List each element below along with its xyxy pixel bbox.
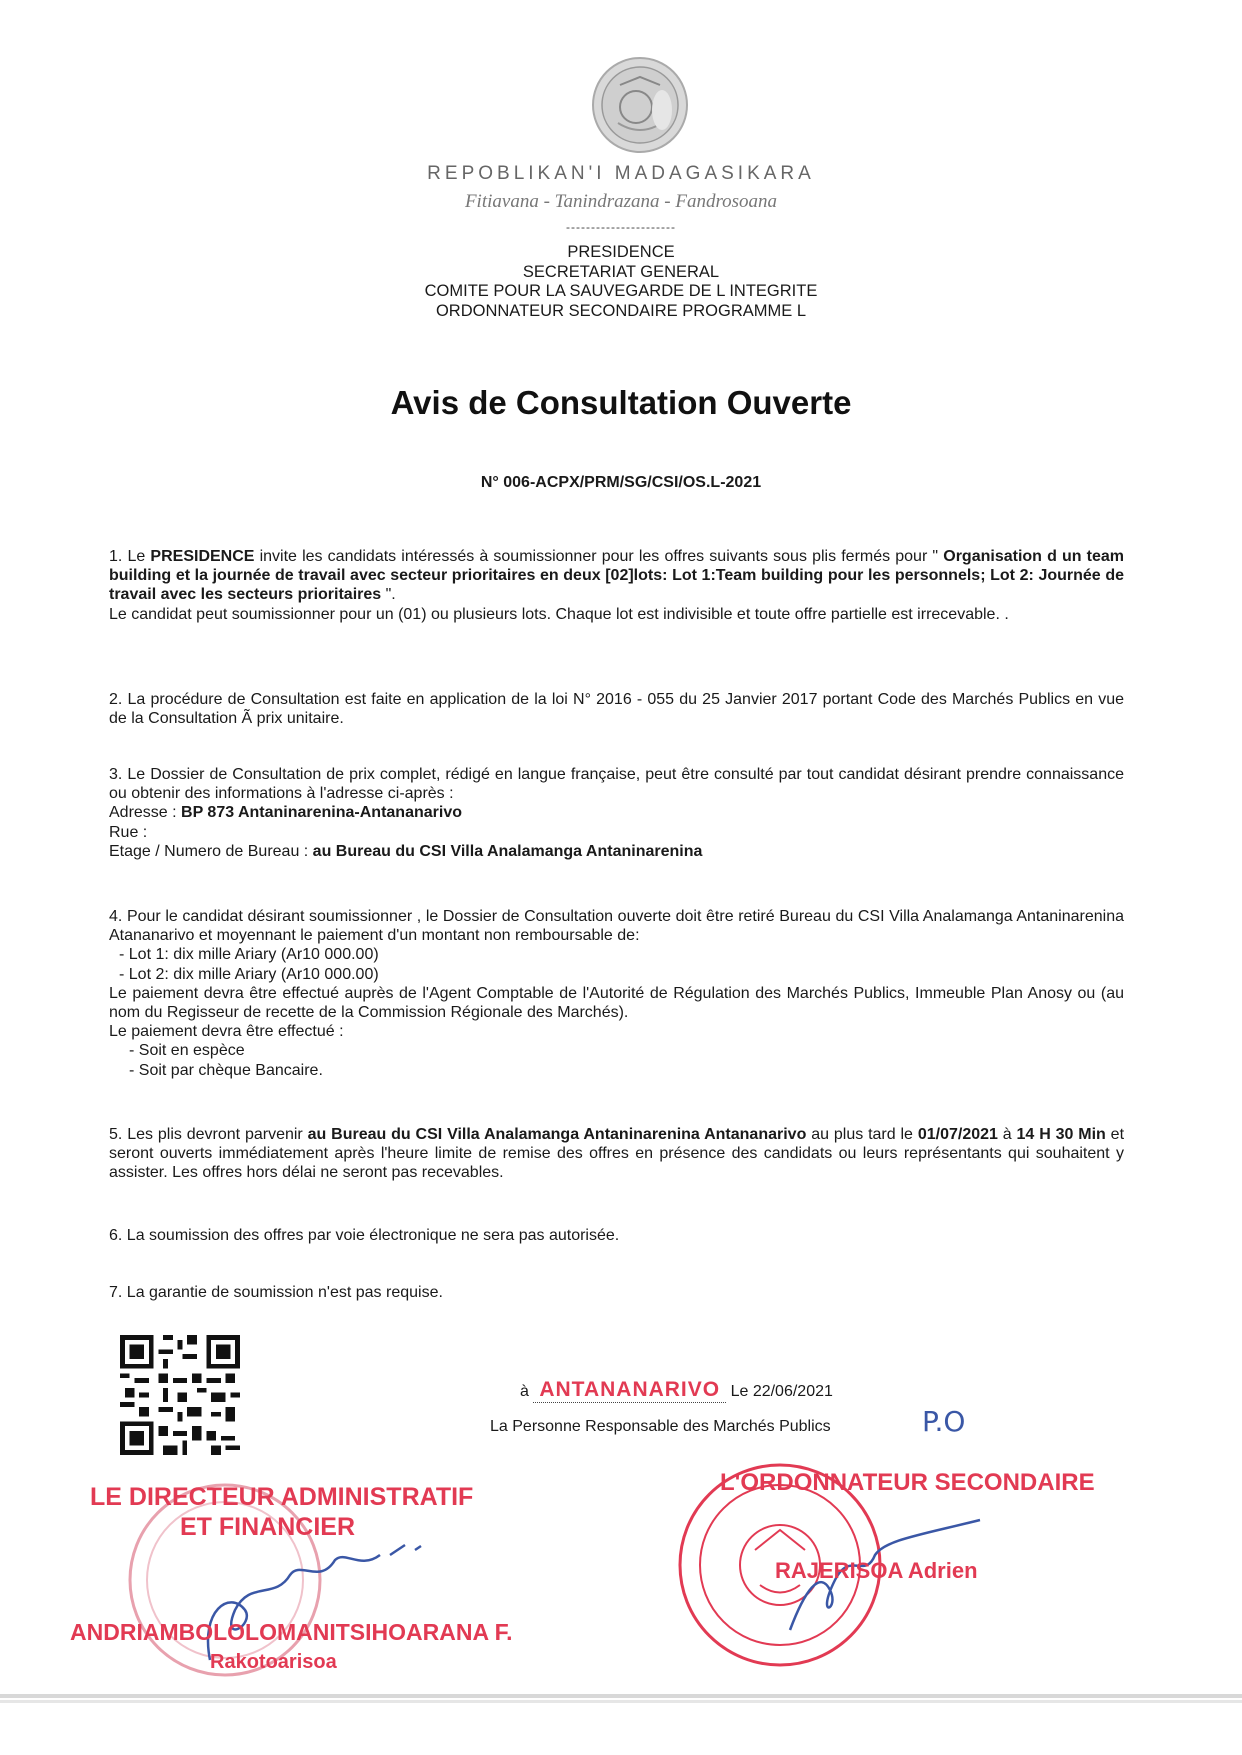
deadline-date: 01/07/2021	[917, 1126, 998, 1143]
delivery-location: au Bureau du CSI Villa Analamanga Antaninarenina Antananarivo	[307, 1126, 807, 1143]
paragraph-5	[109, 1125, 1124, 1183]
deadline-time: 14 H 30 Min	[1016, 1126, 1106, 1143]
org-line: PRESIDENCE	[567, 243, 675, 261]
paragraph-6: 6. La soumission des offres par voie électronique ne sera pas autorisée.	[109, 1227, 620, 1244]
org-line: COMITE POUR LA SAUVEGARDE DE L INTEGRITE	[424, 282, 818, 300]
p3-intro: 3. Le Dossier de Consultation de prix complet, rédigé en langue française, peut être consulté par tout candidat désirant prendre connaissance ou obtenir des informations à l'adresse ci-après :	[109, 766, 1124, 803]
header-separator: ----------------------	[566, 220, 676, 234]
paragraph-2: 2. La procédure de Consultation est faite en application de la loi N° 2016 - 055 du 25 Janvier 2017 portant Code des Marchés Publics en vue de la Consultation Ã prix unitaire.	[109, 691, 1124, 728]
org-line: ORDONNATEUR SECONDAIRE PROGRAMME L	[435, 301, 807, 320]
p5-text: au plus tard le	[806, 1126, 918, 1143]
national-motto: Fitiavana - Tanindrazana - Fandrosoana	[464, 191, 778, 212]
p4-intro: 4. Pour le candidat désirant soumissionner , le Dossier de Consultation ouverte doit être retiré Bureau du CSI Villa Analamanga Antaninarenina Atananarivo et moyennant le paiement d'un montant non remboursable de:	[109, 908, 1124, 945]
p1-text: invite les candidats intéressés à soumissionner pour les offres suivants sous plis fermés pour "	[254, 548, 944, 565]
floor-label: Etage / Numero de Bureau :	[109, 842, 313, 860]
floor-value: au Bureau du CSI Villa Analamanga Antaninarenina	[312, 842, 703, 860]
paragraph-4	[109, 907, 1124, 1080]
p1-lots-note: Le candidat peut soumissionner pour un (01) ou plusieurs lots. Chaque lot est indivisible et toute offre partielle est irrecevable. .	[109, 605, 1009, 623]
right-stamp-name: RAJERISOA Adrien	[775, 1558, 978, 1583]
p5-text: et seront ouverts immédiatement après l'heure limite de remise des offres en présence des candidats ou leurs représentants qui souhaitent y assister. Les offres hors délai ne seront pas recevables.	[109, 1126, 1125, 1182]
republic-name: REPOBLIKAN'I MADAGASIKARA	[427, 163, 815, 184]
right-official-stamp	[660, 1460, 1100, 1690]
left-stamp-title-1: LE DIRECTEUR ADMINISTRATIF	[90, 1483, 474, 1511]
signature-date: Le 22/06/2021	[726, 1383, 833, 1400]
paragraph-7: 7. La garantie de soumission n'est pas requise.	[109, 1284, 443, 1301]
place-date-line	[520, 1378, 833, 1403]
issuing-organization	[0, 243, 1242, 321]
paragraph-1	[109, 547, 1124, 624]
scan-footer-band	[0, 1686, 1242, 1716]
right-stamp-title: L'ORDONNATEUR SECONDAIRE	[720, 1469, 1095, 1496]
p1-subject: Organisation d un team building et la journée de travail avec secteur prioritaires en deux [02]lots: Lot 1:Team building pour les personnels; Lot 2: Journée de travail avec les secteurs prioritaires	[109, 548, 1125, 604]
national-emblem-seal	[590, 55, 690, 155]
paragraph-3	[109, 765, 1124, 861]
p5-text: 5. Les plis devront parvenir	[109, 1126, 308, 1143]
street-label: Rue :	[109, 823, 148, 841]
signatory-role: La Personne Responsable des Marchés Publics	[490, 1418, 831, 1435]
payment-info: Le paiement devra être effectué auprès de l'Agent Comptable de l'Autorité de Régulation des Marchés Publics, Immeuble Plan Anosy ou (au nom du Regisseur de recette de la Commission Régionale des Marchés).	[109, 984, 1124, 1022]
lot-2-fee: - Lot 2: dix mille Ariary (Ar10 000.00)	[119, 965, 379, 983]
left-official-stamp	[60, 1460, 540, 1680]
p1-text: 1. Le	[109, 548, 151, 565]
reference-number: N° 006-ACPX/PRM/SG/CSI/OS.L-2021	[480, 474, 762, 491]
place-prefix: à	[520, 1383, 534, 1400]
org-line: SECRETARIAT GENERAL	[522, 262, 720, 281]
payment-mode-cheque: - Soit par chèque Bancaire.	[129, 1061, 323, 1079]
left-stamp-sub: Rakotoarisoa	[210, 1651, 337, 1673]
p1-text: ".	[381, 586, 396, 604]
left-stamp-title-2: ET FINANCIER	[180, 1513, 355, 1541]
p5-text: à	[997, 1126, 1017, 1143]
p1-bold: PRESIDENCE	[150, 548, 255, 565]
po-handwritten: P.O	[922, 1405, 966, 1438]
address-label: Adresse :	[109, 804, 182, 822]
lot-1-fee: - Lot 1: dix mille Ariary (Ar10 000.00)	[119, 946, 379, 964]
left-stamp-name: ANDRIAMBOLOLOMANITSIHOARANA F.	[70, 1619, 513, 1645]
payment-mode-cash: - Soit en espèce	[129, 1042, 245, 1060]
qr-code	[120, 1335, 240, 1455]
place-stamp: ANTANANARIVO	[539, 1378, 721, 1401]
address-value: BP 873 Antaninarenina-Antananarivo	[181, 804, 462, 822]
payment-mode-label: Le paiement devra être effectué :	[109, 1023, 344, 1041]
document-title: Avis de Consultation Ouverte	[390, 384, 852, 421]
